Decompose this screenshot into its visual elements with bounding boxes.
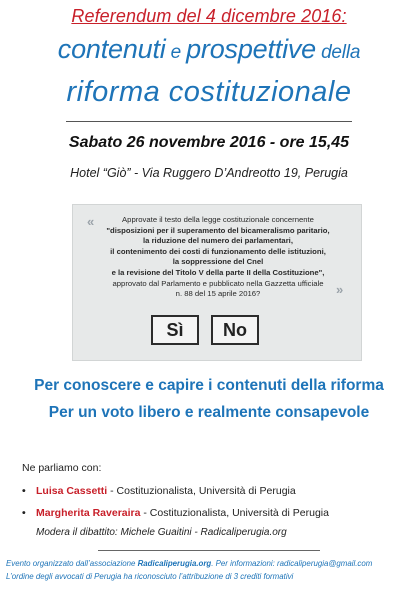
ballot-line-6: e la revisione del Titolo V della parte II della Costituzione",: [111, 267, 325, 277]
footer-org-name: Radicaliperugia.org: [137, 559, 212, 568]
moderator-line: Modera il dibattito: Michele Guaitini - Radicaliperugia.org: [36, 527, 287, 538]
close-quote-icon: »: [336, 282, 344, 297]
title-line-2: riforma costituzionale: [66, 76, 352, 108]
speaker-name: Luisa Cassetti: [36, 485, 108, 497]
speaker-role: - Costituzionalista, Università di Perugia: [107, 485, 296, 497]
ballot-line-1: Approvate il testo della legge costituzionale concernente: [122, 215, 314, 224]
title-word-prospettive: prospettive: [186, 34, 316, 64]
bullet-icon: •: [22, 507, 26, 519]
title-word-contenuti: contenuti: [57, 34, 166, 64]
ballot-line-8: n. 88 del 15 aprile 2016?: [175, 289, 261, 299]
ballot-line-2: "disposizioni per il superamento del bicameralismo paritario,: [106, 225, 330, 235]
ballot-line-3: la riduzione del numero dei parlamentari,: [143, 236, 293, 246]
footer-credits: L’ordine degli avvocati di Perugia ha riconosciuto l’attribuzione di 3 crediti formativi: [6, 572, 294, 581]
speakers-intro: Ne parliamo con:: [22, 462, 102, 474]
pitch-line-2: Per un voto libero e realmente consapevole: [48, 404, 370, 421]
footer-text-a: Evento organizzato dall’associazione: [6, 559, 138, 568]
title-divider: [66, 121, 352, 122]
ballot-card: [72, 204, 362, 361]
ballot-line-4: il contenimento dei costi di funzionamento delle istituzioni,: [110, 246, 326, 256]
footer-contact: . Per informazioni: radicaliperugia@gmail.com: [211, 559, 373, 568]
title-line-1: [0, 34, 418, 65]
event-venue: Hotel “Giò” - Via Ruggero D’Andreotto 19, Perugia: [70, 166, 348, 180]
speaker-item: [22, 485, 296, 497]
ballot-line-5: la soppressione del Cnel: [172, 257, 264, 267]
vote-yes-box: Sì: [151, 315, 199, 345]
vote-no-box: No: [211, 315, 259, 345]
footer-divider: [98, 550, 320, 551]
ballot-question: [81, 215, 355, 300]
title-word-della: della: [315, 42, 361, 63]
footer-organizer: [6, 559, 416, 568]
speaker-role: - Costituzionalista, Università di Perugia: [140, 507, 329, 519]
speaker-name: Margherita Raveraira: [36, 507, 141, 519]
referendum-kicker: Referendum del 4 dicembre 2016:: [71, 6, 347, 26]
bullet-icon: •: [22, 485, 26, 497]
open-quote-icon: «: [87, 214, 95, 229]
title-word-e: e: [165, 42, 187, 63]
pitch-line-1: Per conoscere e capire i contenuti della riforma: [34, 377, 384, 394]
speaker-item: [22, 507, 329, 519]
ballot-line-7: approvato dal Parlamento e pubblicato nella Gazzetta ufficiale: [112, 278, 324, 288]
event-date: Sabato 26 novembre 2016 - ore 15,45: [68, 134, 350, 151]
